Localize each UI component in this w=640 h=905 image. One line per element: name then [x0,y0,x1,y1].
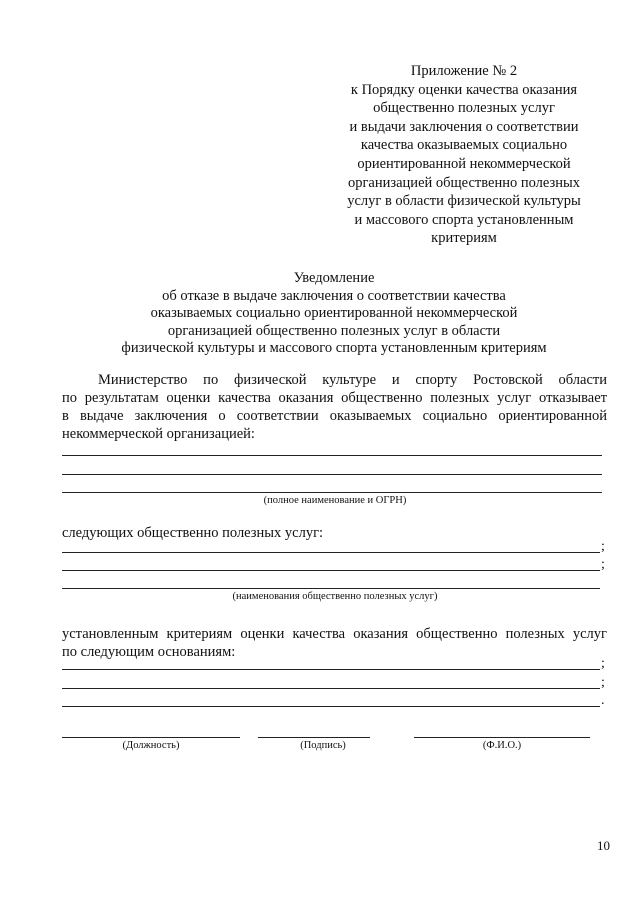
appendix-line: услуг в области физической культуры [347,193,581,210]
page-number: 10 [597,838,610,853]
appendix-line: качества оказываемых социально [360,137,568,154]
appendix-line: ориентированной некоммерческой [357,155,571,172]
appendix-line: критериям [431,230,497,247]
notice-title-line: Уведомление [293,270,375,286]
appendix-line: Приложение № 2 [410,63,518,79]
services-blank-line [62,552,600,553]
grounds-blank-line [62,688,600,689]
org-name-blank-line [62,492,602,493]
semicolon-mark: ; [601,656,605,671]
signature-caption: (Подпись) [300,740,346,751]
appendix-line: организацией общественно полезных [347,174,580,191]
paragraph-line: некоммерческой организацией: [62,426,255,442]
period-mark: . [601,693,605,708]
notice-title-line: организацией общественно полезных услуг в области [167,322,501,339]
grounds-blank-line [62,706,600,707]
services-heading: следующих общественно полезных услуг: [62,525,324,541]
main-paragraph [62,371,607,443]
notice-title-line: физической культуры и массового спорта установленным критериям [121,340,547,357]
notice-title-line: об отказе в выдаче заключения о соответствии качества [162,287,506,304]
semicolon-mark: ; [601,557,605,572]
grounds-line: установленным критериям оценки качества оказания общественно полезных услуг [62,626,607,642]
grounds-paragraph [62,625,607,661]
signature-line [258,737,370,738]
semicolon-mark: ; [601,675,605,690]
appendix-line: и выдачи заключения о соответствии [349,118,579,135]
appendix-line: общественно полезных услуг [373,100,555,117]
position-caption: (Должность) [122,740,180,751]
appendix-line: и массового спорта установленным [354,211,574,228]
fio-signature-line [414,737,590,738]
org-name-blank-line [62,474,602,475]
paragraph-line: Министерство по физической культуре и спорту Ростовской области [98,372,607,388]
org-name-caption: (полное наименование и ОГРН) [263,495,407,506]
services-caption: (наименования общественно полезных услуг) [232,591,438,602]
notice-title [60,270,608,358]
services-blank-line [62,570,600,571]
services-blank-line [62,588,600,589]
paragraph-line: по результатам оценки качества оказания общественно полезных услуг отказывает [62,390,607,406]
semicolon-mark: ; [601,539,605,554]
appendix-header [330,62,598,248]
position-signature-line [62,737,240,738]
fio-caption: (Ф.И.О.) [482,740,522,751]
grounds-line: по следующим основаниям: [62,644,236,660]
org-name-blank-line [62,455,602,456]
paragraph-line: в выдаче заключения о соответствии оказываемых социально ориентированной [62,408,607,424]
notice-title-line: оказываемых социально ориентированной некоммерческой [150,305,518,322]
grounds-blank-line [62,669,600,670]
appendix-line: к Порядку оценки качества оказания [350,81,578,98]
